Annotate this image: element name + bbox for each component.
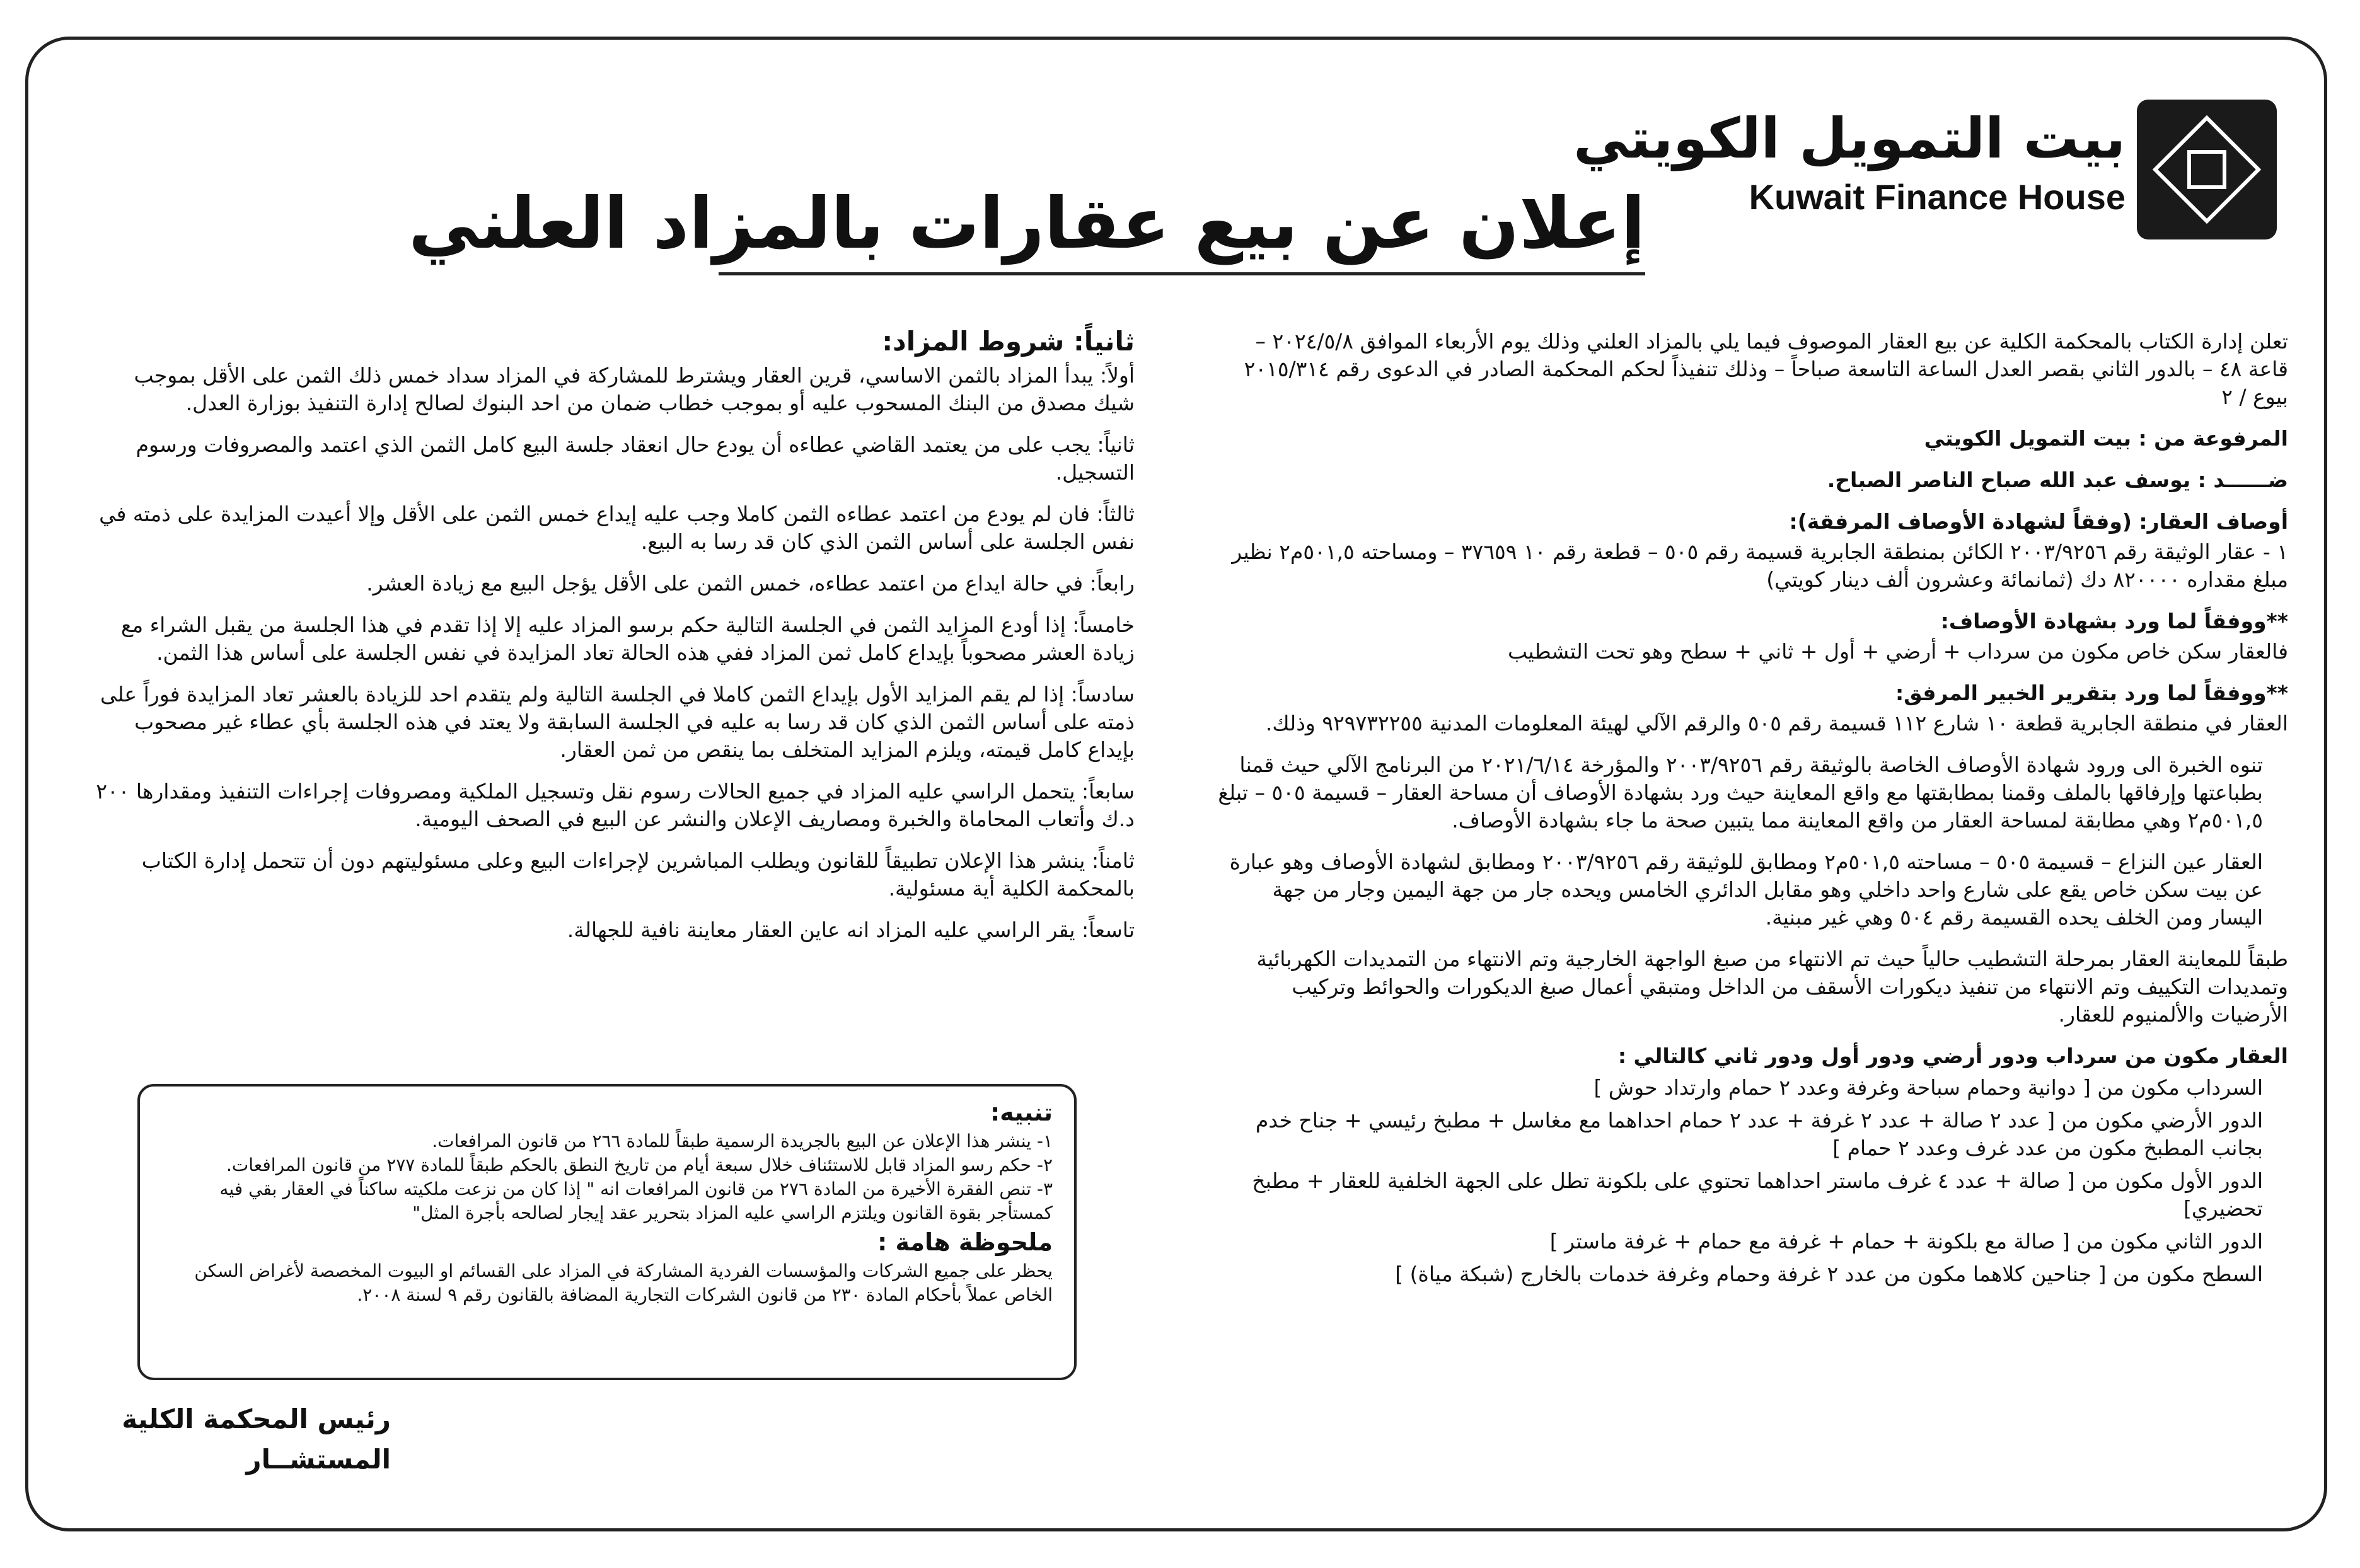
notice-item-1: ١- ينشر هذا الإعلان عن البيع بالجريدة الرسمية طبقاً للمادة ٢٦٦ من قانون المرافعات. xyxy=(432,1131,1053,1151)
signature-role: المستشــار xyxy=(246,1444,391,1475)
expert-paragraph-3: العقار عين النزاع – قسيمة ٥٠٥ – مساحته ٥٠١,٥م٢ ومطابق للوثيقة رقم ٢٠٠٣/٩٢٥٦ ومطابق لشهادة الأوصاف وهو عبارة عن بيت سكن خاص يقع على شارع واحد داخلي وهو مقابل الدائري الخامس ويحده جار من جهة اليمين وجار من جهة اليسار ومن الخلف يحده القسيمة رقم ٥٠٤ وهي غير مبنية. xyxy=(1229,850,2263,930)
certificate-text: فالعقار سكن خاص مكون من سرداب + أرضي + أول + ثاني + سطح وهو تحت التشطيب xyxy=(1507,639,2288,664)
term-2: ثانياً: يجب على من يعتمد القاضي عطاءه أن يودع حال انعقاد جلسة البيع كامل الثمن الذي اعتمد والمصروفات ورسوم التسجيل. xyxy=(136,432,1135,485)
term-4: رابعاً: في حالة ايداع من اعتمد عطاءه، خمس الثمن على الأقل يؤجل البيع مع زيادة العشر. xyxy=(366,571,1135,596)
floor-second: الدور الثاني مكون من [ صالة مع بلكونة + حمام + غرفة مع حمام + غرفة ماستر ] xyxy=(1549,1229,2263,1254)
kfh-logo-icon xyxy=(2137,100,2277,239)
term-3: ثالثاً: فان لم يودع من اعتمد عطاءه الثمن كاملا وجب عليه إيداع خمس الثمن على الأقل وإلا أعيدت المزايدة على ذمته في نفس الجلسة على أساس الثمن الذي كان قد رسا به البيع. xyxy=(99,502,1135,554)
floor-basement: السرداب مكون من [ دوانية وحمام سباحة وغرفة وعدد ٢ حمام وارتداد حوش ] xyxy=(1594,1075,2263,1100)
important-note-text: يحظر على جميع الشركات والمؤسسات الفردية المشاركة في المزاد على القسائم او البيوت المخصصة لأغراض السكن الخاص عملاً بأحكام المادة ٢٣٠ من قانون الشركات التجارية المضافة بالقانون رقم ٩ لسنة ٢٠٠٨. xyxy=(194,1260,1053,1305)
defendant: ضــــــد : يوسف عبد الله صباح الناصر الصباح. xyxy=(1827,468,2288,492)
certificate-title: **ووفقاً لما ورد بشهادة الأوصاف: xyxy=(1940,609,2288,633)
floors-title: العقار مكون من سرداب ودور أرضي ودور أول ودور ثاني كالتالي : xyxy=(1617,1044,2288,1068)
term-5: خامساً: إذا أودع المزايد الثمن في الجلسة التالية حكم برسو المزاد عليه إلا إذا تقدم في هذا الجلسة من يقبل الشراء مع زيادة العشر مصحوباً بإيداع كامل ثمن المزاد ففي هذه الحالة تعاد المزايدة في نفس الجلسة على أساس هذا الثمن. xyxy=(120,613,1135,665)
plaintiff: المرفوعة من : بيت التمويل الكويتي xyxy=(1924,426,2288,451)
term-8: ثامناً: ينشر هذا الإعلان تطبيقاً للقانون ويطلب المباشرين لإجراءات البيع وعلى مسئوليتهم دون أن تتحمل إدارة الكتاب بالمحكمة الكلية أية مسئولية. xyxy=(141,848,1135,901)
floor-ground: الدور الأرضي مكون من [ عدد ٢ صالة + عدد ٢ غرفة + عدد ٢ حمام احداهما مع مغاسل + مطبخ رئيسي + جناح خدم بجانب المطبخ مكون من عدد غرف وعدد ٢ حمام ] xyxy=(1255,1108,2263,1160)
signature-block xyxy=(95,1399,391,1480)
logo-square xyxy=(2187,150,2226,189)
expert-paragraph-1: العقار في منطقة الجابرية قطعة ١٠ شارع ١١٢ قسيمة رقم ٥٠٥ والرقم الآلي لهيئة المعلومات المدنية ٩٢٩٧٣٢٢٥٥ وذلك. xyxy=(1265,711,2288,735)
description-item-1: ١ - عقار الوثيقة رقم ٢٠٠٣/٩٢٥٦ الكائن بمنطقة الجابرية قسيمة رقم ٥٠٥ – قطعة رقم ١٠ ٣٧٦٥٩ – ومساحته ٥٠١,٥م٢ نظير مبلغ مقداره ٨٢٠٠٠٠ دك (ثمانمائة وعشرون ألف دينار كويتي) xyxy=(1232,539,2288,592)
expert-paragraph-4: طبقاً للمعاينة العقار بمرحلة التشطيب حالياً حيث تم الانتهاء من صبغ الواجهة الخارجية وتم الانتهاء من التمديدات الكهربائية وتمديدات التكييف وتم الانتهاء من تنفيذ ديكورات الأسقف من الداخل ومتبقي أعمال صبغ الديكورات والحوائط وتركيب الأرضيات والألمنيوم للعقار. xyxy=(1256,947,2288,1027)
floor-first: الدور الأول مكون من [ صالة + عدد ٤ غرف ماستر احداهما تحتوي على بلكونة تطل على الجهة الخلفية للعقار + مطبخ تحضيري] xyxy=(1252,1168,2263,1221)
expert-title: **ووفقاً لما ورد بتقرير الخبير المرفق: xyxy=(1895,681,2288,705)
term-1: أولاً: يبدأ المزاد بالثمن الاساسي، قرين العقار ويشترط للمشاركة في المزاد سداد خمس ذلك الثمن على الأقل بموجب شيك مصدق من البنك المسحوب عليه أو بموجب خطاب ضمان من احد البنوك لصالح إدارة التنفيذ بوزارة العدل. xyxy=(134,363,1135,415)
intro-text: تعلن إدارة الكتاب بالمحكمة الكلية عن بيع العقار الموصوف فيما يلي بالمزاد العلني وذلك يوم الأربعاء الموافق ٢٠٢٤/٥/٨ – قاعة ٤٨ – بالدور الثاني بقصر العدل الساعة التاسعة صباحاً – وذلك تنفيذاً لحكم المحكمة الصادر في الدعوى رقم ٢٠١٥/٣١٤ بيوع / ٢ xyxy=(1244,329,2288,409)
terms-title: ثانياً: شروط المزاد: xyxy=(882,326,1135,357)
important-note-title: ملحوظة هامة : xyxy=(877,1228,1053,1256)
logo-english-text: Kuwait Finance House xyxy=(1749,177,2126,217)
term-9: تاسعاً: يقر الراسي عليه المزاد انه عاين العقار معاينة نافية للجهالة. xyxy=(567,918,1135,942)
page-title: إعلان عن بيع عقارات بالمزاد العلني xyxy=(719,183,1645,275)
auction-terms-column xyxy=(95,328,1135,958)
notice-title: تنبيه: xyxy=(990,1098,1053,1126)
logo-arabic-text: بيت التمويل الكويتي xyxy=(1573,106,2126,171)
signature-title: رئيس المحكمة الكلية xyxy=(122,1404,391,1434)
notice-box xyxy=(137,1084,1077,1380)
notice-item-2: ٢- حكم رسو المزاد قابل للاستئناف خلال سبعة أيام من تاريخ النطق بالحكم طبقاً للمادة ٢٧٧ من قانون المرافعات. xyxy=(226,1155,1053,1175)
term-6: سادساً: إذا لم يقم المزايد الأول بإيداع الثمن كاملا في الجلسة التالية ولم يتقدم احد للزيادة بالعشر تعاد المزايدة فوراً على ذمته على أساس الثمن الذي كان قد رسا به عليه في الجلسة السابقة ولا يعتد في هذه الجلسة بأي عطاء غير مصحوب بإيداع كامل قيمته، ويلزم المزايد المتخلف بما ينقص من ثمن العقار. xyxy=(100,682,1135,762)
description-title: أوصاف العقار: (وفقاً لشهادة الأوصاف المرفقة): xyxy=(1789,509,2288,534)
floor-roof: السطح مكون من [ جناحين كلاهما مكون من عدد ٢ غرفة وحمام وغرفة خدمات بالخارج (شبكة مياة) ] xyxy=(1395,1262,2263,1286)
property-details-column xyxy=(1217,328,2288,1293)
term-7: سابعاً: يتحمل الراسي عليه المزاد في جميع الحالات رسوم نقل وتسجيل الملكية ومصروفات إجراءات التنفيذ ومقدارها ٢٠٠ د.ك وأتعاب المحاماة والخبرة ومصاريف الإعلان والنشر عن البيع في الصحف اليومية. xyxy=(96,779,1135,831)
expert-paragraph-2: تنوه الخبرة الى ورود شهادة الأوصاف الخاصة بالوثيقة رقم ٢٠٠٣/٩٢٥٦ والمؤرخة ٢٠٢١/٦/١٤ من البرنامج الآلي حيث قمنا بطباعتها وإرفاقها بالملف وقمنا بمطابقتها مع واقع المعاينة حيث ورد بشهادة الأوصاف أن مساحة العقار – قسيمة ٥٠٥ – تبلغ ٥٠١,٥م٢ وهي مطابقة لمساحة العقار من واقع المعاينة مما يتبين صحة ما جاء بشهادة الأوصاف. xyxy=(1218,752,2263,833)
notice-item-3: ٣- تنص الفقرة الأخيرة من المادة ٢٧٦ من قانون المرافعات انه " إذا كان من نزعت ملكيته ساكناً في العقار بقي فيه كمستأجر بقوة القانون ويلتزم الراسي عليه المزاد بتحرير عقد إيجار لصالحه بأجرة المثل" xyxy=(219,1179,1053,1223)
